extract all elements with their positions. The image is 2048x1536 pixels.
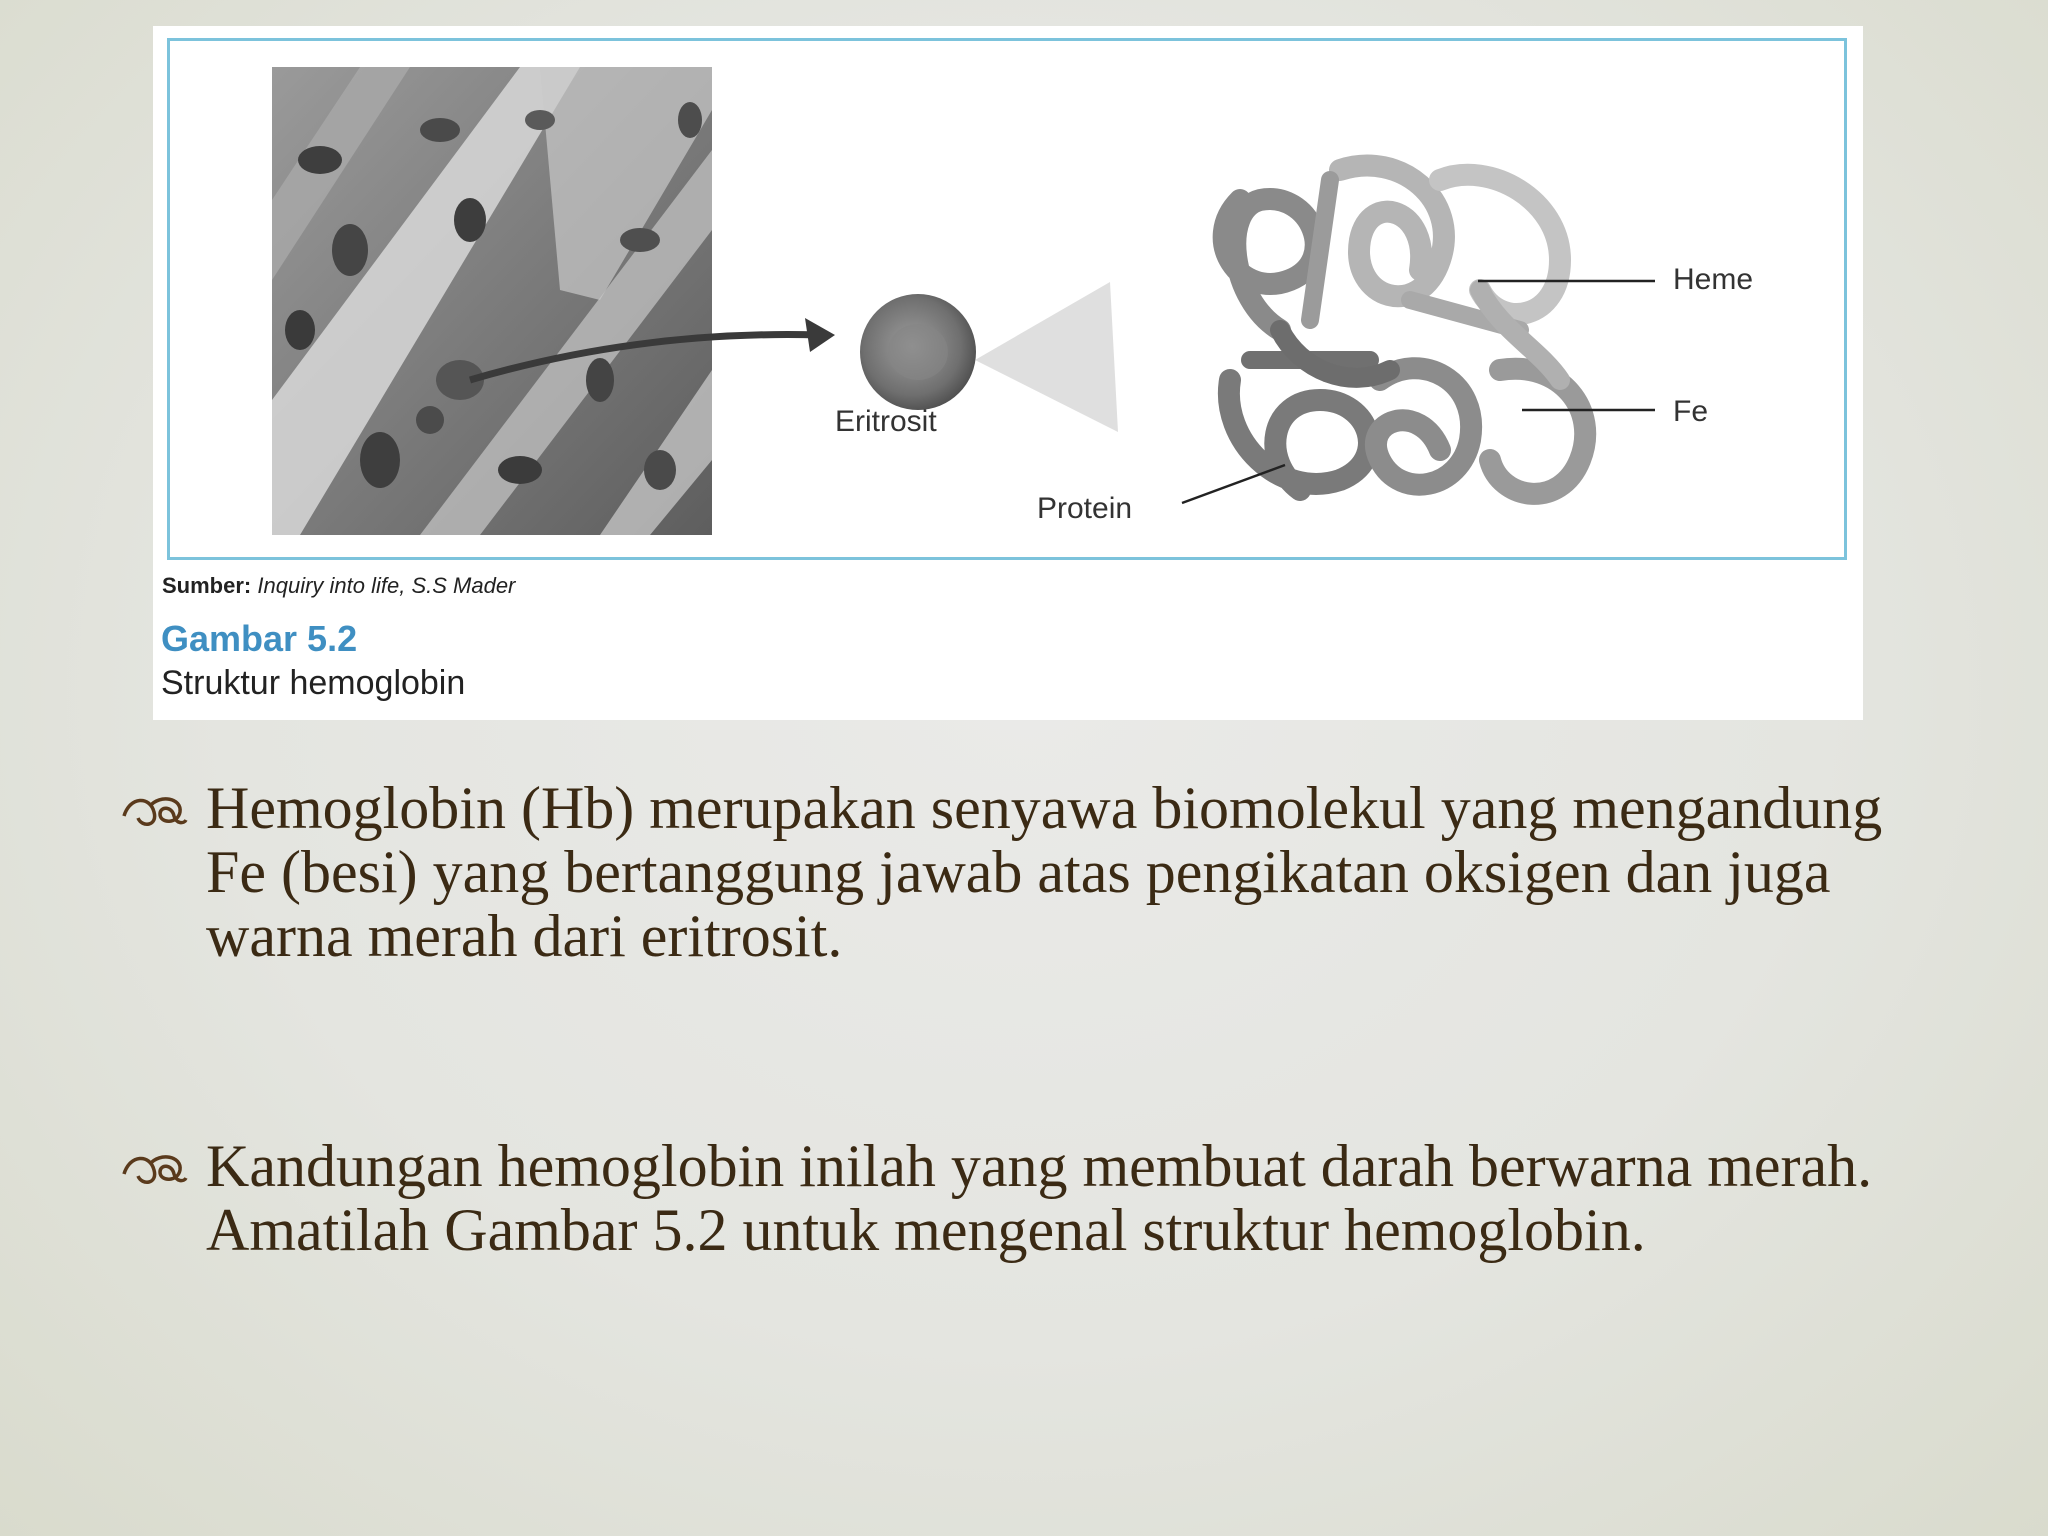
- source-text: Inquiry into life, S.S Mader: [257, 573, 516, 598]
- bullet-text: Hemoglobin (Hb) merupakan senyawa biomolekul yang mengandung Fe (besi) yang bertanggung jawab atas pengikatan oksigen dan juga warna merah dari eritrosit.: [206, 775, 1883, 969]
- fe-label: Fe: [1673, 395, 1709, 428]
- bullet-item: [120, 1134, 1940, 1262]
- protein-leader-line: [1182, 465, 1285, 503]
- figure-title: Struktur hemoglobin: [161, 664, 466, 702]
- decorative-bullet-icon: [120, 790, 190, 830]
- bullet-text: Kandungan hemoglobin inilah yang membuat darah berwarna merah. Amatilah Gambar 5.2 untuk mengenal struktur hemoglobin.: [206, 1133, 1873, 1263]
- bullet-item: [120, 776, 1940, 968]
- hemoglobin-molecule: [1224, 166, 1586, 494]
- source-label: Sumber:: [162, 573, 252, 598]
- heme-label: Heme: [1673, 263, 1754, 296]
- figure-number: Gambar 5.2: [161, 618, 358, 659]
- figure-source: [162, 573, 515, 599]
- eritrosit-label: Eritrosit: [835, 405, 937, 438]
- tissue-micrograph: [272, 67, 712, 535]
- decorative-bullet-icon: [120, 1148, 190, 1188]
- protein-label: Protein: [1037, 492, 1133, 525]
